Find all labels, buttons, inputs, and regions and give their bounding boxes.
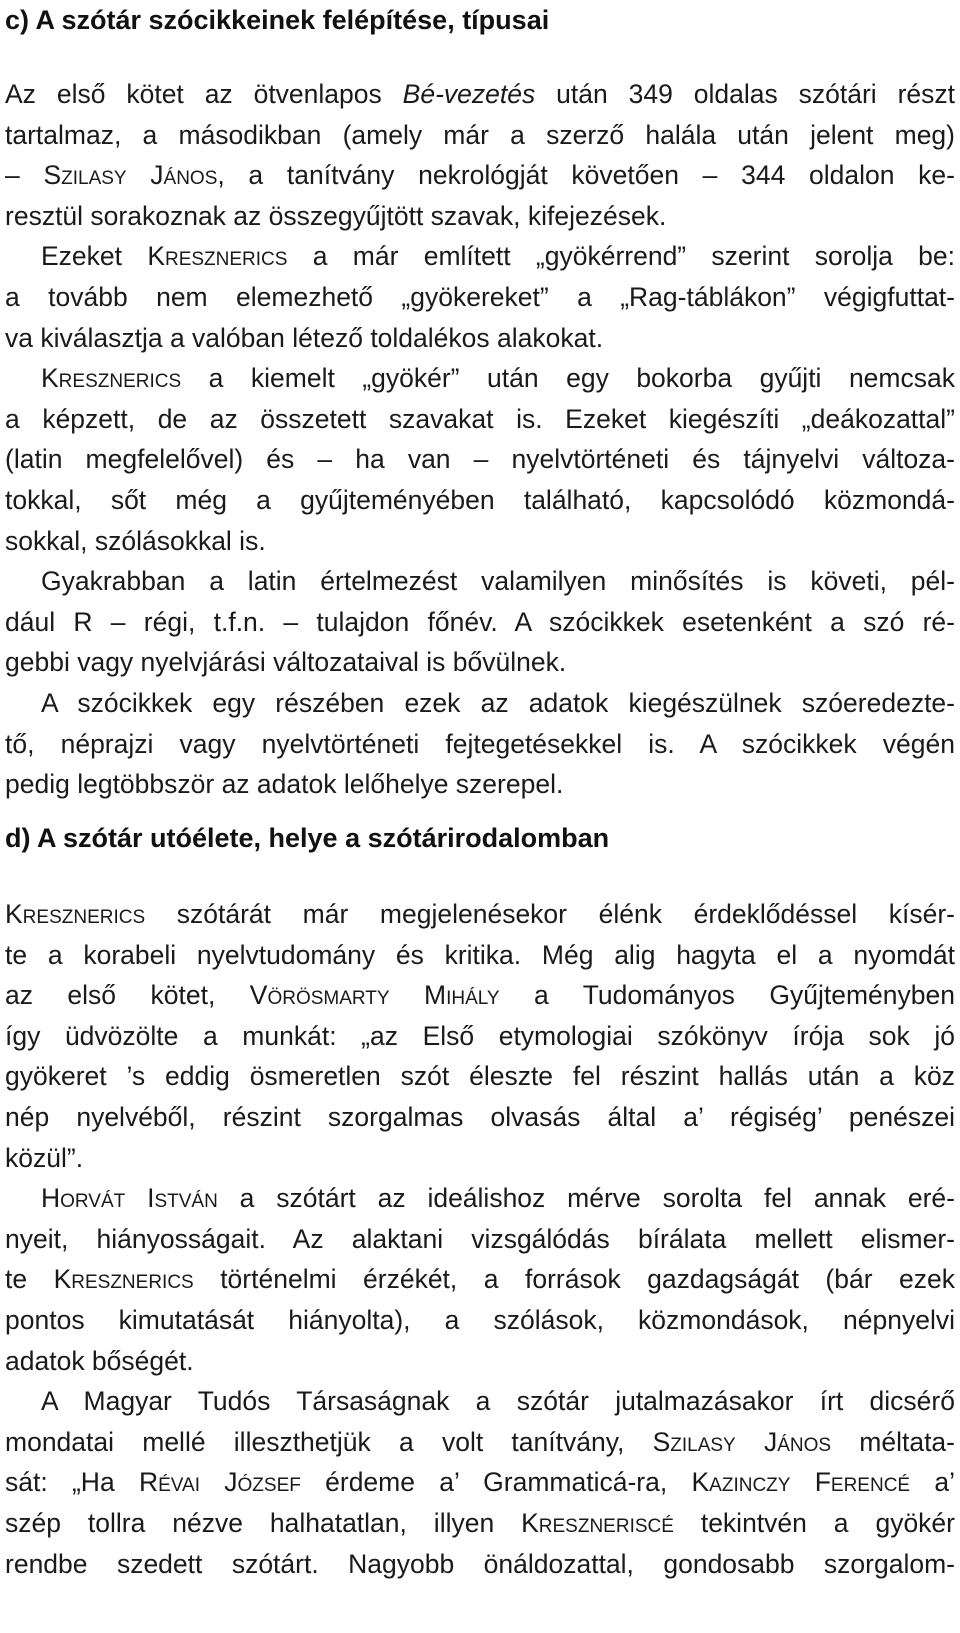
text-run: adatok bőségét. xyxy=(5,1345,194,1376)
text-run: dául R – régi, t.f.n. – tulajdon főnév. A szócikkek esetenként a szó ré- xyxy=(5,606,955,637)
section-d-heading: d) A szótár utóélete, helye a szótárirodalomban xyxy=(5,823,610,853)
person-name: Szilasy János xyxy=(43,160,218,191)
person-name: Kresznerics xyxy=(41,363,182,394)
paragraph-line xyxy=(5,439,955,480)
text-run: a kiemelt „gyökér” után egy bokorba gyűjti nemcsak xyxy=(181,363,955,394)
paragraph-line xyxy=(5,318,955,359)
text-run: gyökeret ’s eddig ösmeretlen szót éleszte fel részint hallás után a köz xyxy=(5,1061,955,1092)
text-run: Az első kötet az ötvenlapos xyxy=(5,79,403,109)
text-run: rendbe szedett szótárt. Nagyobb önáldozattal, gondosabb szorgalom- xyxy=(5,1548,955,1579)
text-run: a szótárt az ideálishoz mérve sorolta fel annak eré- xyxy=(217,1183,955,1214)
text-run: – xyxy=(5,160,44,191)
text-run: érdeme a’ Grammaticá-ra, xyxy=(300,1467,692,1498)
text-run: nyeit, hiányosságait. Az alaktani vizsgálódás bírálata mellett elismer- xyxy=(5,1223,955,1254)
paragraph-line xyxy=(5,1422,955,1463)
text-run: történelmi érzékét, a források gazdagságát (bár ezek xyxy=(193,1264,955,1295)
person-name: Kresznerics xyxy=(147,241,288,272)
text-run: így üdvözölte a munkát: „az Első etymologiai szókönyv írója sok jó xyxy=(5,1020,955,1051)
text-run: Gyakrabban a latin értelmezést valamilyen minősítés is követi, pél- xyxy=(41,566,955,597)
section-c-heading: c) A szótár szócikkeinek felépítése, típusai xyxy=(5,5,550,35)
text-run: pontos kimutatását hiányolta), a szólások, közmondások, népnyelvi xyxy=(5,1304,955,1335)
text-run: A Magyar Tudós Társaságnak a szótár jutalmazásakor írt dicsérő xyxy=(41,1386,955,1417)
text-run: szép tollra nézve halhatatlan, illyen xyxy=(5,1507,522,1538)
paragraph-line xyxy=(5,1016,955,1057)
paragraph-line xyxy=(5,155,955,196)
text-run: resztül sorakoznak az összegyűjtött szavak, kifejezések. xyxy=(5,200,667,231)
person-name: Kresznerics xyxy=(53,1264,194,1295)
person-name: Kresznerics xyxy=(5,899,146,929)
person-name: Szilasy János xyxy=(652,1426,832,1457)
paragraph-line xyxy=(5,521,955,562)
paragraph-line xyxy=(5,74,955,115)
text-run: a tovább nem elemezhető „gyökereket” a „Rag-táblákon” végigfuttat- xyxy=(5,281,955,312)
text-run: gebbi vagy nyelvjárási változataival is bővülnek. xyxy=(5,647,567,678)
person-name: Kreszneriscé xyxy=(521,1507,674,1538)
paragraph-line xyxy=(5,236,955,277)
text-run: közül”. xyxy=(5,1142,84,1173)
text-run: A szócikkek egy részében ezek az adatok kiegészülnek szóeredezte- xyxy=(41,687,955,718)
text-run: nép nyelvéből, részint szorgalmas olvasás által a’ régiség’ penészei xyxy=(5,1101,955,1132)
text-run: méltata- xyxy=(831,1426,955,1457)
text-run: sát: „Ha xyxy=(5,1467,139,1498)
section-d-body xyxy=(5,894,955,1584)
paragraph-line xyxy=(5,764,955,805)
person-name: Révai József xyxy=(138,1467,301,1498)
paragraph-line xyxy=(5,1381,955,1422)
paragraph-line xyxy=(5,683,955,724)
text-run: az első kötet, xyxy=(5,980,250,1011)
text-run: tartalmaz, a másodikban (amely már a szerző halála után jelent meg) xyxy=(5,119,955,150)
text-run: után 349 oldalas szótári részt xyxy=(535,79,955,109)
text-run: (latin megfelelővel) és – ha van – nyelvtörténeti és tájnyelvi változa- xyxy=(5,444,955,475)
paragraph-line xyxy=(5,1300,955,1341)
text-run: va kiválasztja a valóban létező toldalékos alakokat. xyxy=(5,322,604,353)
text-run: mondatai mellé illeszthetjük a volt tanítvány, xyxy=(5,1426,653,1457)
paragraph-line xyxy=(5,561,955,602)
paragraph-line xyxy=(5,277,955,318)
paragraph-line xyxy=(5,1219,955,1260)
text-run: , a tanítvány nekrológját követően – 344 oldalon ke- xyxy=(217,160,955,191)
text-run: tő, néprajzi vagy nyelvtörténeti fejtegetésekkel is. A szócikkek végén xyxy=(5,728,955,759)
paragraph-line xyxy=(5,935,955,976)
text-run: te xyxy=(5,1264,54,1295)
paragraph-line xyxy=(5,1138,955,1179)
paragraph-line xyxy=(5,1259,955,1300)
section-c-body xyxy=(5,74,955,805)
person-name: Vörösmarty Mihály xyxy=(249,980,500,1011)
paragraph-line xyxy=(5,1544,955,1585)
person-name: Kazinczy Ferencé xyxy=(691,1467,911,1498)
paragraph-line xyxy=(5,1503,955,1544)
text-run: te a korabeli nyelvtudomány és kritika. Még alig hagyta el a nyomdát xyxy=(5,939,955,970)
paragraph-line xyxy=(5,358,955,399)
text-run: tekintvén a gyökér xyxy=(673,1507,955,1538)
paragraph-line xyxy=(5,399,955,440)
text-run: szótárát már megjelenésekor élénk érdeklődéssel kísér- xyxy=(145,899,955,929)
paragraph-line xyxy=(5,480,955,521)
paragraph-line xyxy=(5,1462,955,1503)
paragraph-line xyxy=(5,1056,955,1097)
paragraph-line xyxy=(5,115,955,156)
person-name: Horvát István xyxy=(41,1183,218,1214)
paragraph-line xyxy=(5,975,955,1016)
italic-title: Bé-vezetés xyxy=(402,79,536,109)
paragraph-line xyxy=(5,1341,955,1382)
text-run: a Tudományos Gyűjteményben xyxy=(499,980,955,1011)
paragraph-line xyxy=(5,1178,955,1219)
text-run: Ezeket xyxy=(41,241,148,272)
paragraph-line xyxy=(5,642,955,683)
paragraph-line xyxy=(5,894,955,935)
text-run: sokkal, szólásokkal is. xyxy=(5,525,266,556)
text-run: a’ xyxy=(910,1467,956,1498)
text-run: tokkal, sőt még a gyűjteményében található, kapcsolódó közmondá- xyxy=(5,484,955,515)
paragraph-line xyxy=(5,1097,955,1138)
text-run: a már említett „gyökérrend” szerint sorolja be: xyxy=(287,241,955,272)
paragraph-line xyxy=(5,196,955,237)
paragraph-line xyxy=(5,724,955,765)
paragraph-line xyxy=(5,602,955,643)
text-run: pedig legtöbbször az adatok lelőhelye szerepel. xyxy=(5,769,564,800)
text-run: a képzett, de az összetett szavakat is. Ezeket kiegészíti „deákozattal” xyxy=(5,403,955,434)
